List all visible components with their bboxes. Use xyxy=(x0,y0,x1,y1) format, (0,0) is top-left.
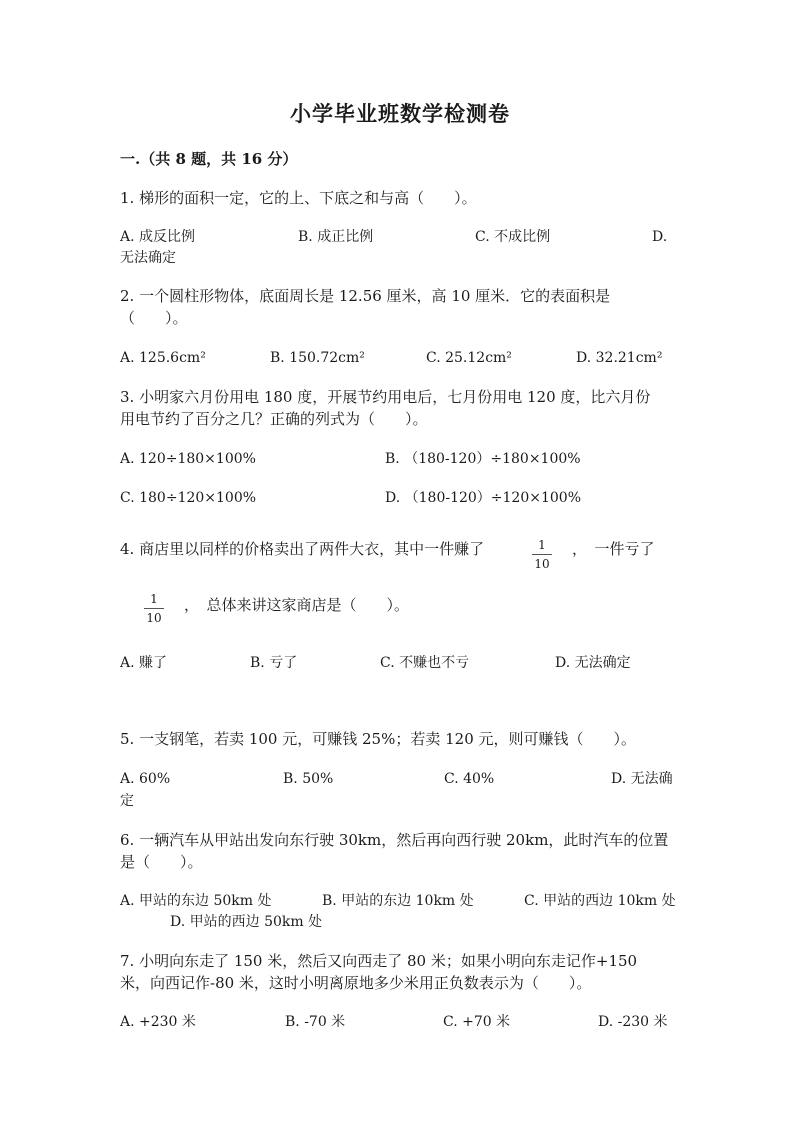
option-b: B. 成正比例 xyxy=(298,229,374,245)
option-c: C. +70 米 xyxy=(443,1014,511,1030)
option-c: C. 不赚也不亏 xyxy=(380,655,470,671)
option-a: A. 60% xyxy=(120,771,171,787)
question-text: 1. 梯形的面积一定，它的上、下底之和与高（ ）。 xyxy=(120,189,477,207)
fraction-numerator: 1 xyxy=(150,592,158,606)
option-a: A. 成反比例 xyxy=(120,229,196,245)
question-text: 6. 一辆汽车从甲站出发向东行驶 30km，然后再向西行驶 20km，此时汽车的位置 xyxy=(120,831,669,849)
option-b: B. 50% xyxy=(283,771,334,787)
question-text: 2. 一个圆柱形物体，底面周长是 12.56 厘米，高 10 厘米．它的表面积是 xyxy=(120,287,611,305)
option-d: D. 无法确定 xyxy=(555,655,631,671)
option-d-continued: 无法确定 xyxy=(120,250,176,266)
option-b: B. 亏了 xyxy=(250,655,298,671)
option-d: D. -230 米 xyxy=(598,1014,668,1030)
question-text: 7. 小明向东走了 150 米，然后又向西走了 80 米；如果小明向东走记作+150 xyxy=(120,952,638,970)
question-text: 5. 一支钢笔，若卖 100 元，可赚钱 25%；若卖 120 元，则可赚钱（ ）。 xyxy=(120,730,637,748)
option-c: C. 25.12cm² xyxy=(426,350,512,366)
option-a: A. 甲站的东边 50km 处 xyxy=(120,893,272,909)
fraction-one-tenth xyxy=(530,538,554,571)
question-text-continued: （ ）。 xyxy=(120,309,188,327)
question-text-end: ， 总体来讲这家商店是（ ）。 xyxy=(184,596,410,614)
option-d: D. 无法确 xyxy=(611,771,673,787)
fraction-one-tenth xyxy=(142,592,166,625)
question-text-continued: 是（ ）。 xyxy=(120,853,203,871)
option-b: B. 甲站的东边 10km 处 xyxy=(322,893,474,909)
option-d: D. （180-120）÷120×100% xyxy=(385,490,582,506)
question-text: 4. 商店里以同样的价格卖出了两件大衣，其中一件赚了 xyxy=(120,540,485,558)
question-text-continued: 用电节约了百分之几？正确的列式为（ ）。 xyxy=(120,410,428,428)
option-b: B. （180-120）÷180×100% xyxy=(385,451,581,467)
option-a: A. 125.6cm² xyxy=(120,350,206,366)
question-text-middle: ， 一件亏了 xyxy=(572,540,655,558)
section-heading: 一.（共 8 题，共 16 分） xyxy=(120,150,298,168)
option-d-continued: 定 xyxy=(120,793,134,809)
option-d: D. 甲站的西边 50km 处 xyxy=(170,914,323,930)
option-a: A. +230 米 xyxy=(120,1014,196,1030)
option-b: B. -70 米 xyxy=(285,1014,346,1030)
question-text-continued: 米，向西记作-80 米，这时小明离原地多少米用正负数表示为（ ）。 xyxy=(120,974,592,992)
option-c: C. 40% xyxy=(444,771,495,787)
option-c: C. 不成比例 xyxy=(475,229,551,245)
question-text: 3. 小明家六月份用电 180 度，开展节约用电后，七月份用电 120 度，比六月份 xyxy=(120,388,651,406)
option-a: A. 120÷180×100% xyxy=(120,451,256,467)
option-d: D. xyxy=(652,229,668,245)
option-a: A. 赚了 xyxy=(120,655,168,671)
fraction-denominator: 10 xyxy=(534,557,550,571)
fraction-numerator: 1 xyxy=(538,538,546,552)
option-c: C. 甲站的西边 10km 处 xyxy=(524,893,676,909)
option-d: D. 32.21cm² xyxy=(576,350,663,366)
page-title: 小学毕业班数学检测卷 xyxy=(290,101,510,126)
option-c: C. 180÷120×100% xyxy=(120,490,257,506)
option-b: B. 150.72cm² xyxy=(270,350,365,366)
fraction-denominator: 10 xyxy=(146,611,162,625)
